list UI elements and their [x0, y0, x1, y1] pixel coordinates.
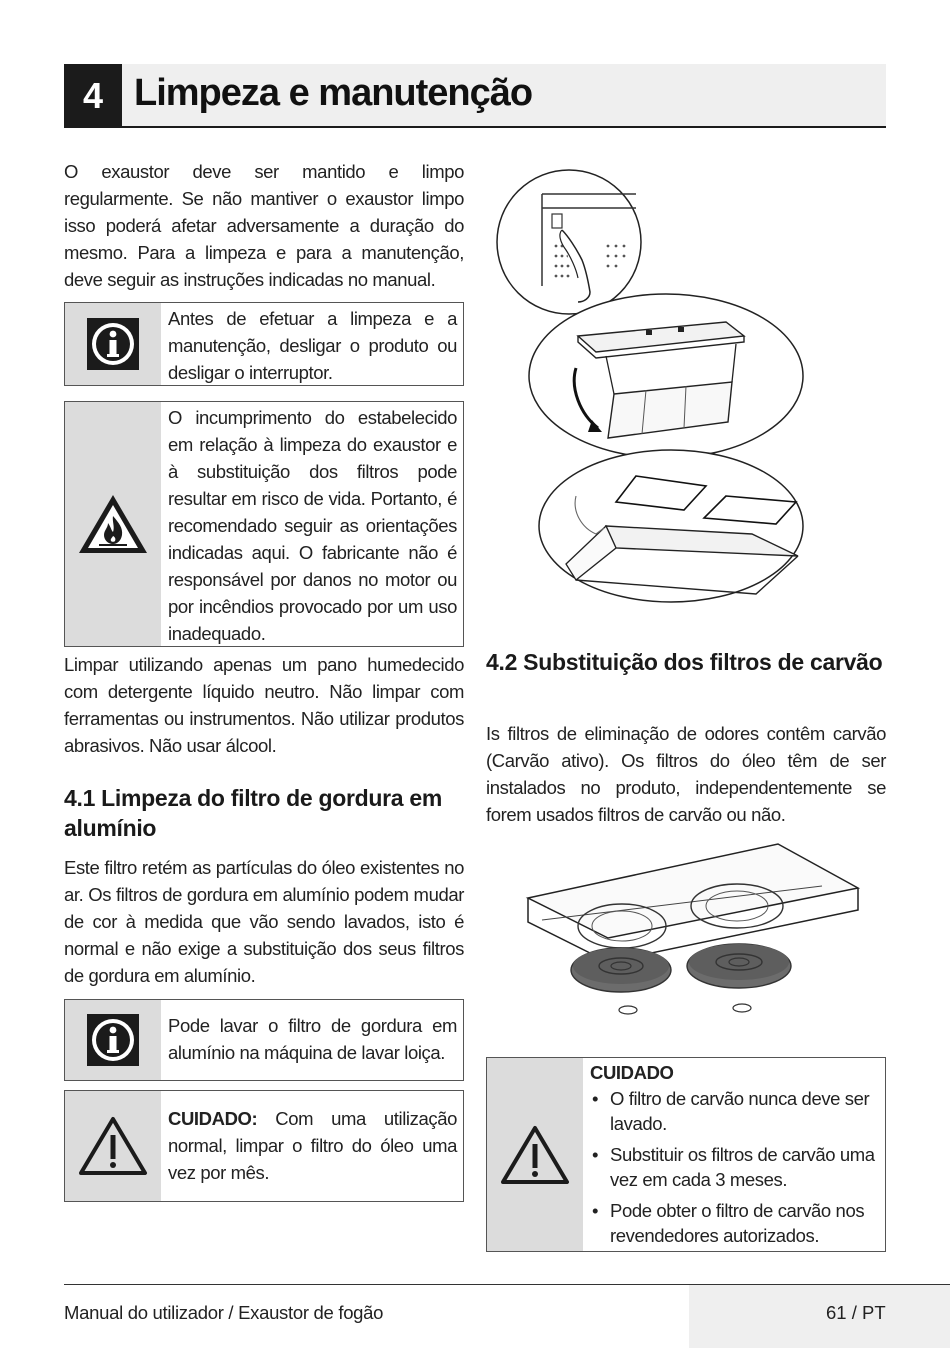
chapter-rule — [64, 126, 886, 128]
section-4-1-body: Este filtro retém as partículas do óleo existentes no ar. Os filtros de gordura em alumínio podem mudar de cor à medida que vão sendo lavados, isto é normal e não exige a substituição dos seus filtros de gordura em alumínio. — [64, 857, 464, 986]
footer-page-number: 61 / PT — [826, 1302, 886, 1323]
section-4-1-heading: 4.1 Limpeza do filtro de gordura em alumínio — [64, 785, 443, 841]
caution-box-monthly — [64, 1090, 464, 1202]
intro-paragraph: O exaustor deve ser mantido e limpo regularmente. Se não mantiver o exaustor limpo isso poderá afetar adversamente a duração do mesmo. Para a limpeza e para a manutenção, deve seguir as instruções indicadas no manual. — [64, 161, 464, 290]
caution-carbon-title: CUIDADO — [590, 1062, 674, 1083]
info-box-power-off-text: Antes de efetuar a limpeza e a manutenção, desligar o produto ou desligar o interruptor. — [168, 308, 457, 383]
info-box-dishwasher — [64, 999, 464, 1081]
caution-carbon-content — [583, 1058, 885, 1251]
list-item: • Substituir os filtros de carvão uma vez em cada 3 meses. — [590, 1142, 879, 1192]
info-box-power-off — [64, 302, 464, 386]
caution-label: CUIDADO: — [168, 1108, 258, 1129]
footer-manual-title: Manual do utilizador / Exaustor de fogão — [64, 1302, 384, 1323]
list-item: • O filtro de carvão nunca deve ser lavado. — [590, 1086, 879, 1136]
fire-warning-box — [64, 401, 464, 647]
caution-monthly-body: Com uma utilização normal, limpar o filtro do óleo uma vez por mês. — [168, 1108, 457, 1183]
caution-icon — [487, 1058, 583, 1251]
info-icon — [65, 1000, 161, 1080]
section-4-2-body: Is filtros de eliminação de odores contêm carvão (Carvão ativo). Os filtros do óleo têm de ser instalados no produto, independentemente se forem usados filtros de carvão ou não. — [486, 723, 886, 825]
cleaning-paragraph: Limpar utilizando apenas um pano humedecido com detergente líquido neutro. Não limpar com ferramentas ou instrumentos. Não utilizar produtos abrasivos. Não usar álcool. — [64, 654, 464, 756]
fire-warning-text: O incumprimento do estabelecido em relação à limpeza do exaustor e à substituição dos filtros pode resultar em risco de vida. Portanto, é recomendado seguir as orientações indicadas aqui. O fabricante não é responsável por danos no motor ou por incêndios provocado por um uso inadequado. — [168, 407, 457, 644]
carbon-filter-illustration — [522, 842, 862, 1020]
caution-icon — [65, 1091, 161, 1201]
info-icon — [65, 303, 161, 385]
caution-box-carbon — [486, 1057, 886, 1252]
hood-filter-removal-illustration — [496, 156, 806, 626]
footer-page-tab — [689, 1285, 950, 1348]
fire-warning-icon — [65, 402, 161, 646]
caution-monthly-text — [161, 1091, 463, 1201]
caution-carbon-list — [590, 1086, 879, 1248]
footer-rule — [64, 1284, 950, 1285]
chapter-title: Limpeza e manutenção — [134, 72, 533, 114]
list-item: • Pode obter o filtro de carvão nos revendedores autorizados. — [590, 1198, 879, 1248]
section-4-2-heading: 4.2 Substituição dos filtros de carvão — [486, 649, 883, 675]
info-box-dishwasher-text: Pode lavar o filtro de gordura em alumínio na máquina de lavar loiça. — [168, 1015, 457, 1063]
chapter-number: 4 — [64, 64, 122, 128]
